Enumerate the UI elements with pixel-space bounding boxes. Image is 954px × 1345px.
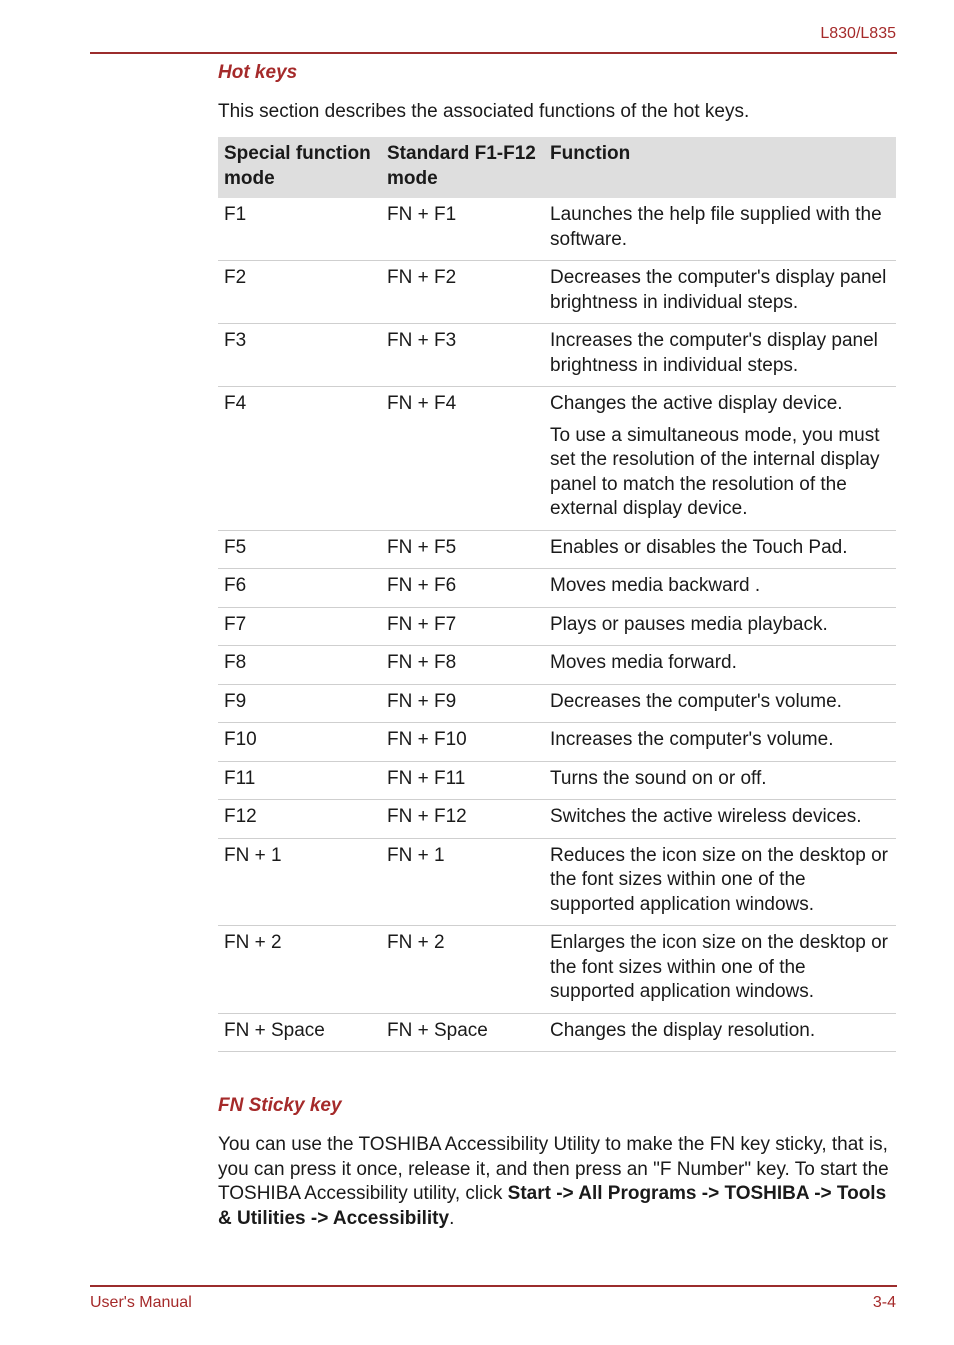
function-cell <box>544 800 896 839</box>
special-key-cell-text: F4 <box>224 393 247 414</box>
special-key-cell-text: F10 <box>224 729 257 750</box>
footer-page-number: 3-4 <box>872 1294 896 1311</box>
function-cell <box>544 646 896 685</box>
special-key-cell-text: F12 <box>224 806 257 827</box>
standard-key-cell-text: FN + F5 <box>387 536 457 558</box>
table-row <box>218 530 896 569</box>
special-key-cell <box>218 530 381 569</box>
standard-key-cell-text: FN + F7 <box>387 613 457 635</box>
standard-key-cell <box>381 324 544 387</box>
function-cell <box>544 261 896 324</box>
footer-manual-label: User's Manual <box>90 1294 192 1311</box>
standard-key-cell-text: FN + Space <box>387 1019 488 1041</box>
table-row <box>218 646 896 685</box>
function-cell-text: Reduces the icon size on the desktop or the font sizes within one of the supported application windows. <box>550 844 888 915</box>
table-row <box>218 926 896 1014</box>
function-cell <box>544 761 896 800</box>
function-cell <box>544 607 896 646</box>
function-note: To use a simultaneous mode, you must set the resolution of the internal display panel to match the resolution of the external display device. <box>550 424 880 519</box>
standard-key-cell-text: FN + F10 <box>387 729 467 750</box>
function-cell <box>544 530 896 569</box>
function-cell-text: Enlarges the icon size on the desktop or the font sizes within one of the supported application windows. <box>550 932 888 1002</box>
function-cell <box>544 198 896 261</box>
standard-key-cell-text: FN + F11 <box>387 767 466 789</box>
standard-key-cell <box>381 838 544 926</box>
special-key-cell-text: FN + 1 <box>224 844 282 866</box>
standard-key-cell-text: FN + F4 <box>387 393 457 414</box>
special-key-cell-text: F11 <box>224 767 256 789</box>
standard-key-cell <box>381 569 544 608</box>
standard-key-cell-text: FN + F2 <box>387 267 457 288</box>
special-key-cell <box>218 838 381 926</box>
special-key-cell <box>218 761 381 800</box>
special-key-cell-text: F2 <box>224 267 247 288</box>
table-row <box>218 607 896 646</box>
standard-key-cell-text: FN + F9 <box>387 690 457 712</box>
special-key-cell <box>218 723 381 762</box>
function-cell-text: Changes the display resolution. <box>550 1019 816 1041</box>
hot-keys-table <box>218 137 896 1052</box>
special-key-cell-text: F6 <box>224 575 247 596</box>
standard-key-cell <box>381 261 544 324</box>
function-cell-text: Turns the sound on or off. <box>550 767 767 789</box>
standard-key-cell <box>381 387 544 531</box>
standard-key-cell <box>381 926 544 1014</box>
function-cell <box>544 387 896 531</box>
table-header-row <box>218 137 896 198</box>
function-cell <box>544 926 896 1014</box>
special-key-cell <box>218 261 381 324</box>
standard-key-cell-text: FN + F8 <box>387 652 457 673</box>
column-header-function: Function <box>544 137 896 198</box>
standard-key-cell <box>381 530 544 569</box>
table-row <box>218 800 896 839</box>
table-row <box>218 723 896 762</box>
special-key-cell <box>218 926 381 1014</box>
function-cell-text: Launches the help file supplied with the software. <box>550 204 882 250</box>
table-row <box>218 684 896 723</box>
accessibility-path: Start -> All Programs -> TOSHIBA -> Tools & Utilities -> Accessibility <box>218 1183 887 1229</box>
standard-key-cell <box>381 646 544 685</box>
special-key-cell-text: F1 <box>224 204 247 225</box>
footer-rule <box>90 1285 897 1287</box>
standard-key-cell-text: FN + 1 <box>387 844 445 866</box>
standard-key-cell <box>381 198 544 261</box>
header-rule <box>90 52 897 54</box>
special-key-cell <box>218 684 381 723</box>
function-cell <box>544 684 896 723</box>
special-key-cell <box>218 324 381 387</box>
special-key-cell <box>218 198 381 261</box>
standard-key-cell-text: FN + F1 <box>387 204 457 225</box>
special-key-cell-text: FN + Space <box>224 1019 325 1041</box>
column-header-special: Special function mode <box>218 137 381 198</box>
table-row <box>218 569 896 608</box>
special-key-cell-text: FN + 2 <box>224 932 282 953</box>
standard-key-cell-text: FN + 2 <box>387 932 445 953</box>
function-cell-text: Enables or disables the Touch Pad. <box>550 536 848 558</box>
function-cell-text: Moves media backward . <box>550 575 761 596</box>
standard-key-cell <box>381 607 544 646</box>
special-key-cell <box>218 646 381 685</box>
function-cell-text: Plays or pauses media playback. <box>550 613 828 635</box>
special-key-cell-text: F7 <box>224 613 247 635</box>
standard-key-cell-text: FN + F6 <box>387 575 457 596</box>
table-row <box>218 1013 896 1052</box>
special-key-cell <box>218 569 381 608</box>
special-key-cell <box>218 387 381 531</box>
function-cell <box>544 569 896 608</box>
standard-key-cell <box>381 684 544 723</box>
fn-sticky-heading: FN Sticky key <box>218 1095 342 1116</box>
function-cell-text: Changes the active display device. <box>550 393 843 414</box>
standard-key-cell <box>381 1013 544 1052</box>
page-header-model: L830/L835 <box>820 25 896 42</box>
table-row <box>218 324 896 387</box>
function-cell <box>544 324 896 387</box>
table-row <box>218 198 896 261</box>
standard-key-cell-text: FN + F12 <box>387 806 467 827</box>
function-cell-text: Switches the active wireless devices. <box>550 806 862 827</box>
function-cell-text: Increases the computer's display panel brightness in individual steps. <box>550 330 878 376</box>
function-cell-text: Decreases the computer's display panel brightness in individual steps. <box>550 267 887 313</box>
standard-key-cell <box>381 761 544 800</box>
function-cell <box>544 838 896 926</box>
special-key-cell-text: F8 <box>224 652 247 673</box>
table-row <box>218 838 896 926</box>
standard-key-cell-text: FN + F3 <box>387 330 457 351</box>
function-cell <box>544 723 896 762</box>
fn-sticky-text-end: . <box>449 1207 455 1229</box>
table-row <box>218 261 896 324</box>
fn-sticky-text: You can use the TOSHIBA Accessibility Utility to make the FN key sticky, that is, you can press it once, release it, and then press an "F Number" key. To start the TOSHIBA Accessibility utility, click <box>218 1134 889 1204</box>
special-key-cell <box>218 1013 381 1052</box>
special-key-cell <box>218 800 381 839</box>
standard-key-cell <box>381 723 544 762</box>
standard-key-cell <box>381 800 544 839</box>
special-key-cell-text: F5 <box>224 536 247 558</box>
table-row <box>218 761 896 800</box>
function-cell <box>544 1013 896 1052</box>
hot-keys-intro: This section describes the associated functions of the hot keys. <box>218 101 750 122</box>
function-cell-text: Moves media forward. <box>550 652 737 673</box>
fn-sticky-paragraph <box>218 1133 898 1231</box>
hot-keys-heading: Hot keys <box>218 62 298 83</box>
table-row <box>218 387 896 531</box>
column-header-standard: Standard F1-F12 mode <box>381 137 544 198</box>
special-key-cell-text: F3 <box>224 330 247 351</box>
function-cell-text: Decreases the computer's volume. <box>550 690 842 712</box>
function-cell-text: Increases the computer's volume. <box>550 729 834 750</box>
special-key-cell <box>218 607 381 646</box>
special-key-cell-text: F9 <box>224 690 247 712</box>
